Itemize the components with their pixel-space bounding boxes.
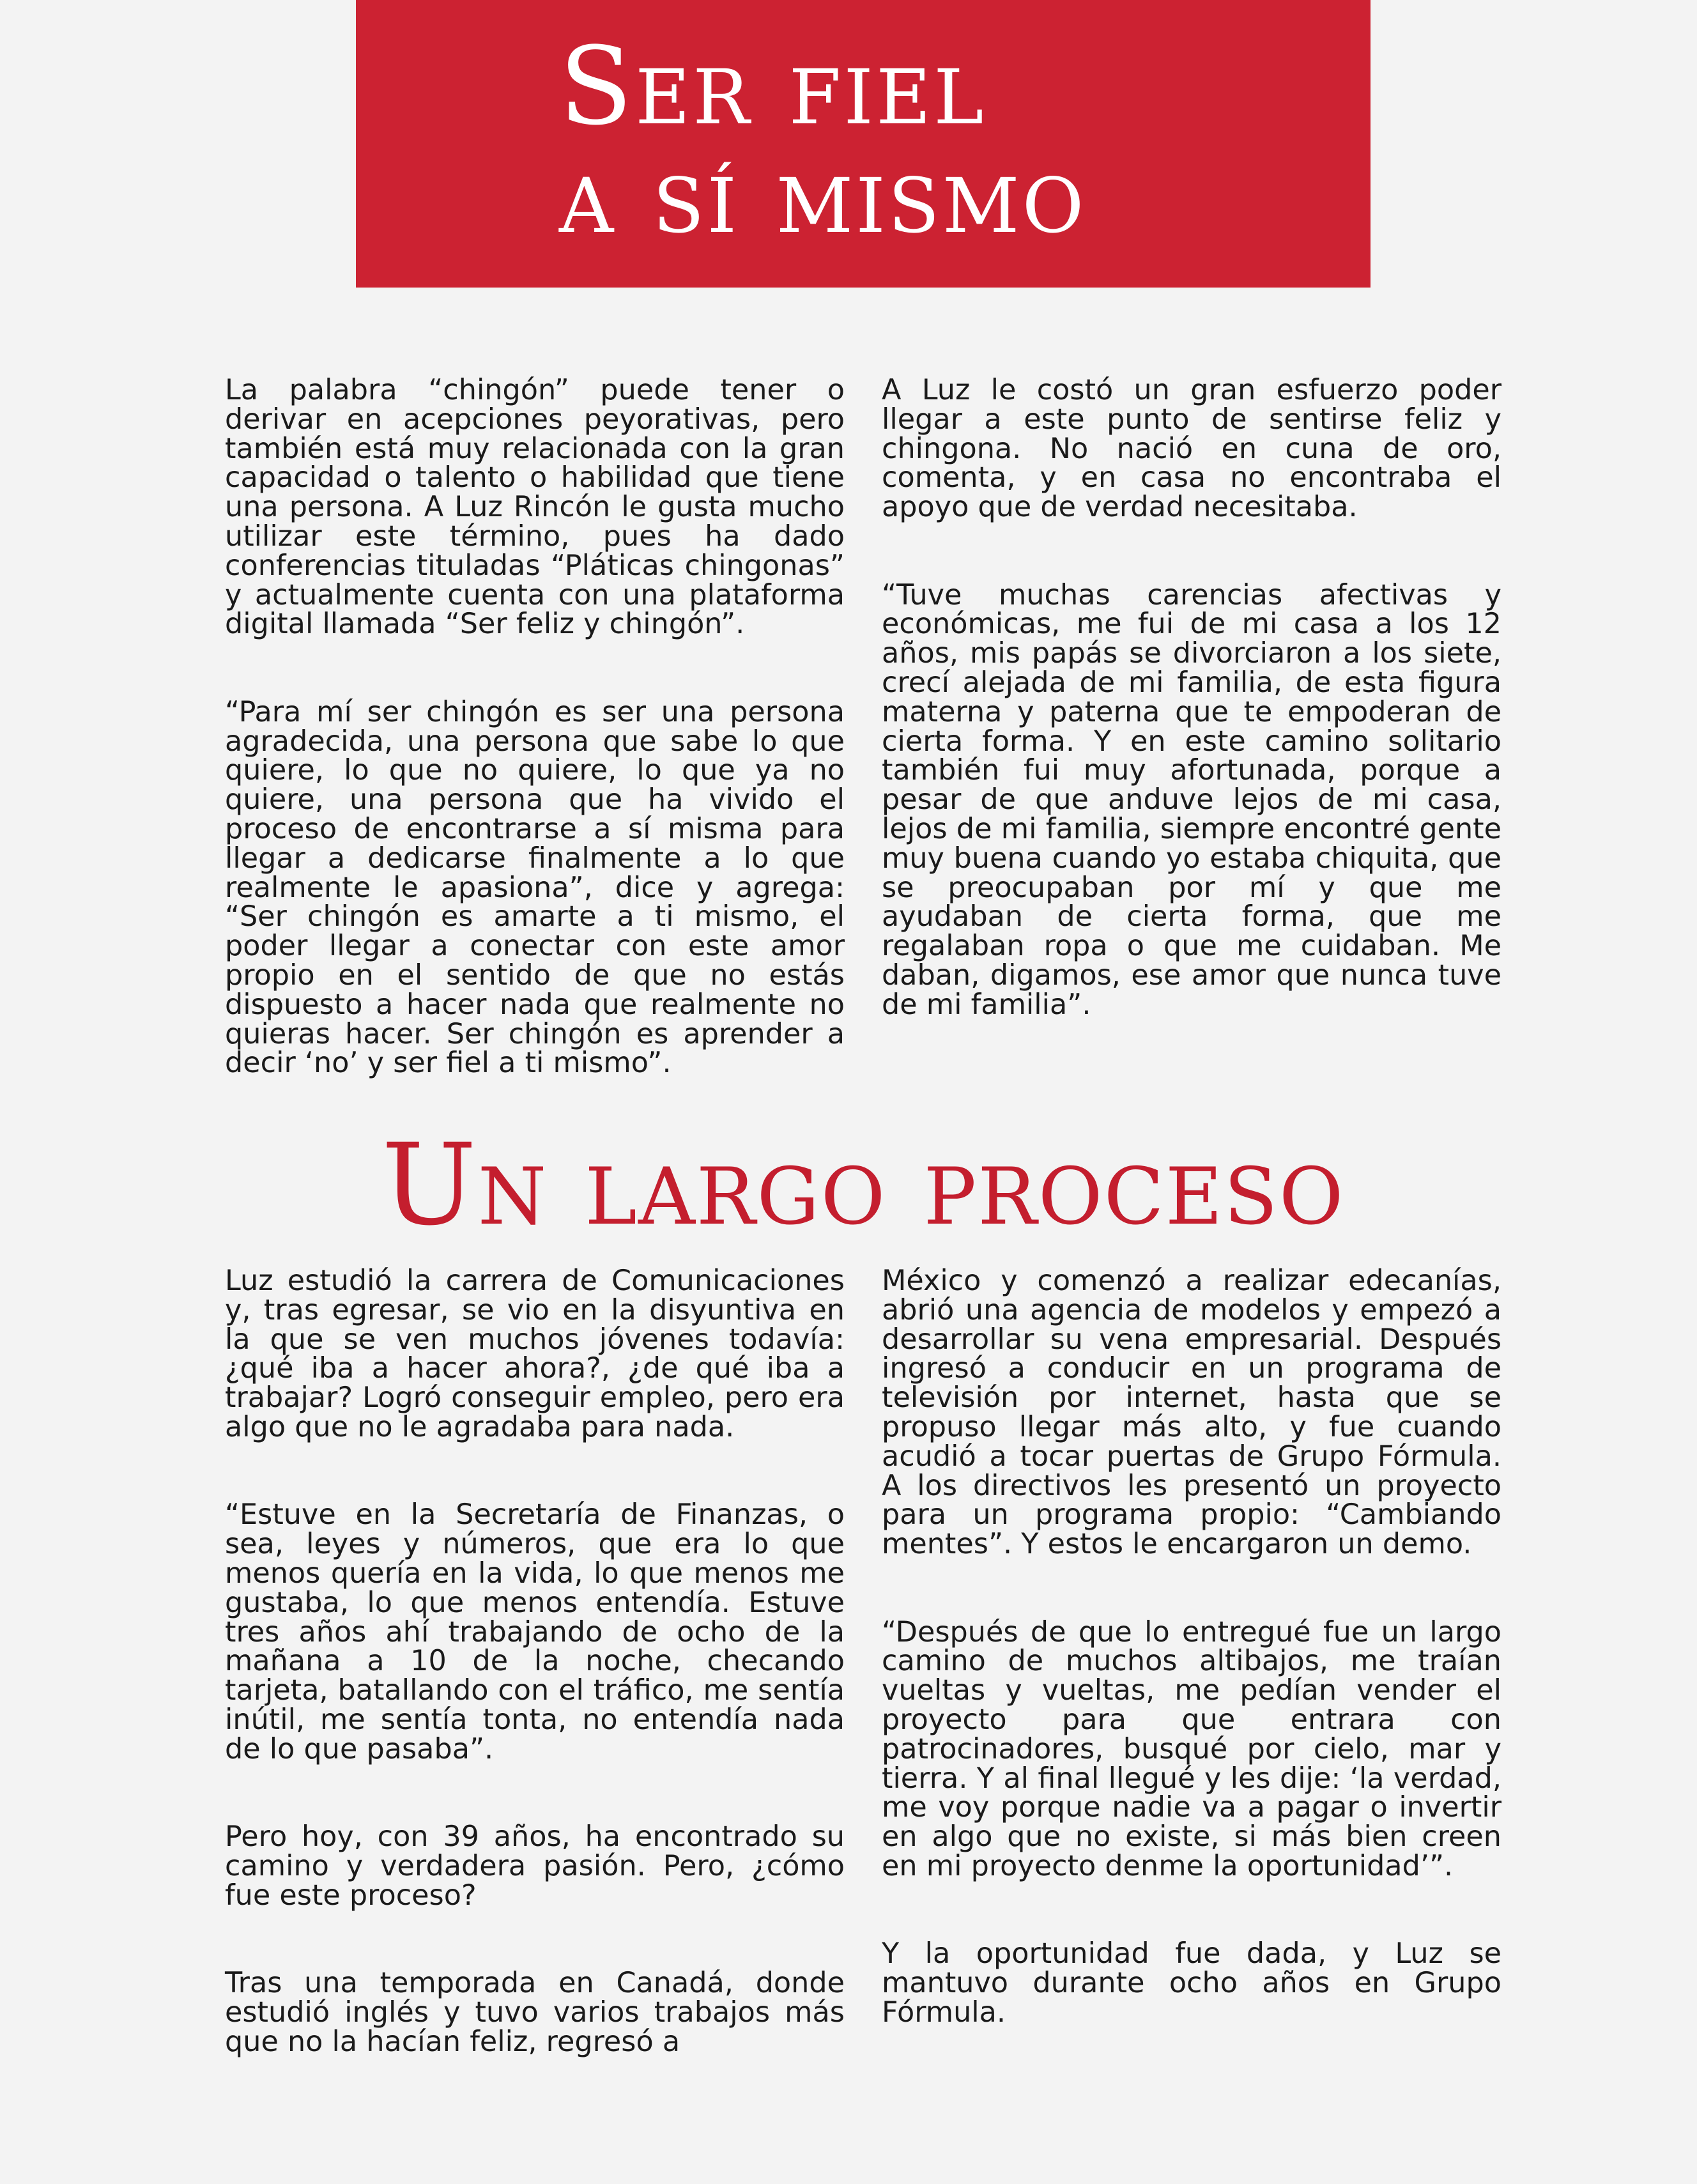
column-bottom-right xyxy=(882,1266,1501,2027)
paragraph: “Estuve en la Secretaría de Finanzas, o sea, leyes y números, que era lo que menos quería en la vida, lo que menos me gustaba, lo que menos entendía. Estuve tres años ahí trabajando de ocho de la mañana a 10 de la noche, checando tarjeta, batallando con el tráfico, me sentía inútil, me sentía tonta, no entendía nada de lo que pasaba”. xyxy=(225,1498,845,1765)
paragraph: Y la oportunidad fue dada, y Luz se mantuvo durante ocho años en Grupo Fórmula. xyxy=(882,1937,1501,2029)
column-bottom-left xyxy=(225,1266,845,2057)
paragraph: Luz estudió la carrera de Comunicaciones y, tras egresar, se vio en la disyuntiva en la que se ven muchos jóvenes todavía: ¿qué iba a hacer ahora?, ¿de qué iba a trabajar? Logró conseguir empleo, pero era algo que no le agradaba para nada. xyxy=(225,1265,845,1443)
section-heading: Un largo proceso xyxy=(381,1119,1345,1250)
paragraph: “Tuve muchas carencias afectivas y económicas, me fui de mi casa a los 12 años, mis papás se divorciaron a los siete, crecí alejada de mi familia, de esta figura materna y paterna que te empoderan de cierta forma. Y en este camino solitario también fui muy afortunada, porque a pesar de que anduve lejos de mi casa, lejos de mi familia, siempre encontré gente muy buena cuando yo estaba chiquita, que se preocupaban por mí y que me ayudaban de cierta forma, que me regalaban ropa o que me cuidaban. Me daban, digamos, ese amor que nunca tuve de mi familia”. xyxy=(882,578,1501,1021)
article-title-line-1: Ser fiel xyxy=(559,24,987,149)
paragraph: “Después de que lo entregué fue un largo camino de muchos altibajos, me traían vueltas y vueltas, me pedían vender el proyecto para que entrara con patrocinadores, busqué por cielo, mar y tierra. Y al final llegué y les dije: ‘la verdad, me voy porque nadie va a pagar o invertir en algo que no existe, si más bien creen en mi proyecto denme la oportunidad’”. xyxy=(882,1615,1501,1882)
article-title-line-2: a sí mismo xyxy=(559,132,1087,258)
paragraph: La palabra “chingón” puede tener o derivar en acepciones peyorativas, pero también está muy relacionada con la gran capacidad o talento o habilidad que tiene una persona. A Luz Rincón le gusta mucho utilizar este término, pues ha dado conferencias tituladas “Pláticas chingonas” y actualmente cuenta con una plataforma digital llamada “Ser feliz y chingón”. xyxy=(225,374,845,641)
paragraph: Pero hoy, con 39 años, ha encontrado su camino y verdadera pasión. Pero, ¿cómo fue este proceso? xyxy=(225,1820,845,1912)
paragraph: Tras una temporada en Canadá, donde estudió inglés y tuvo varios trabajos más que no la hacían feliz, regresó a xyxy=(225,1967,845,2058)
column-top-right xyxy=(882,376,1501,1020)
column-top-left xyxy=(225,376,845,1078)
paragraph: “Para mí ser chingón es ser una persona agradecida, una persona que sabe lo que quiere, lo que no quiere, lo que ya no quiere, una persona que ha vivido el proceso de encontrarse a sí misma para llegar a dedicarse finalmente a lo que realmente le apasiona”, dice y agrega: “Ser chingón es amarte a ti mismo, el poder llegar a conectar con este amor propio en el sentido de que no estás dispuesto a hacer nada que realmente no quieras hacer. Ser chingón es aprender a decir ‘no’ y ser fiel a ti mismo”. xyxy=(225,695,845,1080)
title-banner xyxy=(356,0,1371,288)
paragraph: México y comenzó a realizar edecanías, abrió una agencia de modelos y empezó a desarrollar su vena empresarial. Después ingresó a conducir en un programa de televisión por internet, hasta que se propuso llegar más alto, y fue cuando acudió a tocar puertas de Grupo Fórmula. A los directivos les presentó un proyecto para un programa propio: “Cambiando mentes”. Y estos le encargaron un demo. xyxy=(882,1265,1501,1561)
paragraph: A Luz le costó un gran esfuerzo poder llegar a este punto de sentirse feliz y chingona. No nació en cuna de oro, comenta, y en casa no encontraba el apoyo que de verdad necesitaba. xyxy=(882,374,1501,524)
